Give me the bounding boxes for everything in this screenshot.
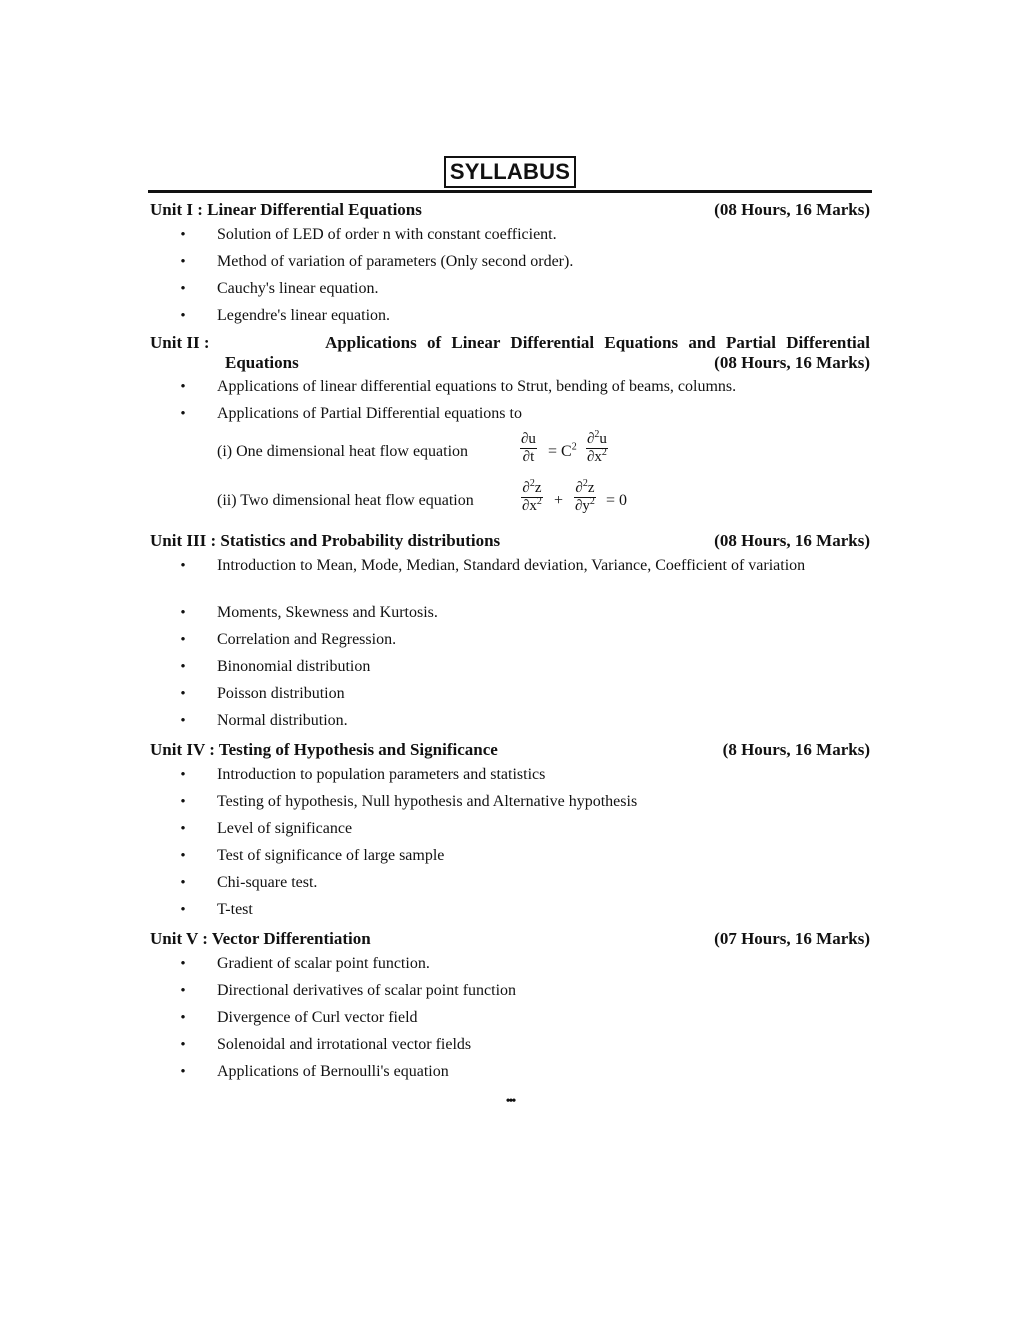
unit-items [150, 556, 870, 738]
equation-2d-heat [150, 480, 870, 529]
unit-2 [150, 333, 870, 529]
list-item: • Cauchy's linear equation. [180, 280, 379, 297]
list-item: • T-test [180, 901, 253, 918]
list-item: • Testing of hypothesis, Null hypothesis and Alternative hypothesis [180, 793, 638, 810]
title-divider [148, 190, 872, 193]
unit-meta: (08 Hours, 16 Marks) [714, 531, 870, 550]
list-item: • Introduction to population parameters and statistics [180, 766, 546, 783]
list-item: • Divergence of Curl vector field [180, 1009, 418, 1026]
list-item: • Test of significance of large sample [180, 847, 445, 864]
list-item: • Introduction to Mean, Mode, Median, Standard deviation, Variance, Coefficient of variation [180, 557, 806, 574]
unit-heading: Applications of Linear Differential Equations and Partial Differential [325, 333, 870, 352]
unit-header [150, 529, 870, 556]
list-item: • Applications of Partial Differential equations to [180, 405, 522, 422]
list-item: • Chi-square test. [180, 874, 318, 891]
equals-c-squared: = $C^2$ [548, 441, 577, 460]
list-item: • Binonomial distribution [180, 658, 371, 675]
unit-heading: Unit V : Vector Differentiation [150, 929, 371, 948]
unit-3 [150, 529, 870, 738]
syllabus-content [150, 198, 870, 1089]
unit-header [150, 927, 870, 954]
unit-header [150, 198, 870, 225]
unit-items [150, 377, 870, 431]
unit-header [150, 738, 870, 765]
list-item: • Level of significance [180, 820, 353, 837]
unit-items [150, 954, 870, 1089]
title-wrap [0, 156, 1020, 188]
unit-heading: Unit III : Statistics and Probability distributions [150, 531, 501, 550]
list-item: • Directional derivatives of scalar point function [180, 982, 517, 999]
fraction-d2z-dx2: $\frac{\partial^2z}{\partial x^2}$ [522, 478, 542, 514]
unit-meta: (07 Hours, 16 Marks) [714, 929, 870, 948]
unit-4 [150, 738, 870, 927]
list-item: • Normal distribution. [180, 712, 348, 729]
unit-items [150, 765, 870, 927]
fraction-d2z-dy2: $\frac{\partial^2z}{\partial y^2}$ [575, 478, 595, 514]
list-item: • Applications of linear differential equations to Strut, bending of beams, columns. [180, 378, 737, 395]
equation-label: (ii) Two dimensional heat flow equation [217, 492, 474, 509]
unit-heading: Unit IV : Testing of Hypothesis and Significance [150, 740, 498, 759]
list-item: • Solenoidal and irrotational vector fields [180, 1036, 472, 1053]
list-item: • Poisson distribution [180, 685, 345, 702]
fraction-du-dt: $\frac{\partial u}{\partial t}$ [521, 431, 536, 465]
list-item: • Legendre's linear equation. [180, 307, 391, 324]
plus-sign: + [554, 492, 564, 509]
unit-heading-cont: Equations [225, 353, 299, 372]
list-item: • Correlation and Regression. [180, 631, 397, 648]
list-item: • Solution of LED of order n with constant coefficient. [180, 226, 557, 243]
unit-items [150, 225, 870, 333]
unit-label: Unit II : [150, 333, 210, 352]
list-item: • Method of variation of parameters (Only second order). [180, 253, 574, 270]
unit-5 [150, 927, 870, 1089]
unit-heading: Unit I : Linear Differential Equations [150, 200, 422, 219]
equals-zero: = 0 [606, 492, 628, 509]
list-item: • Gradient of scalar point function. [180, 955, 430, 972]
equation-label: (i) One dimensional heat flow equation [217, 443, 469, 460]
end-mark: ••• [505, 1094, 515, 1109]
unit-header [150, 333, 870, 373]
equation-1d-heat [150, 431, 870, 480]
unit-1 [150, 198, 870, 333]
list-item: • Moments, Skewness and Kurtosis. [180, 604, 438, 621]
unit-meta: (08 Hours, 16 Marks) [714, 353, 870, 372]
unit-meta: (8 Hours, 16 Marks) [722, 740, 870, 759]
page-title: SYLLABUS [444, 156, 576, 188]
list-item: • Applications of Bernoulli's equation [180, 1063, 449, 1080]
fraction-d2u-dx2: $\frac{\partial^2u}{\partial x^2}$ [587, 429, 607, 465]
unit-meta: (08 Hours, 16 Marks) [714, 200, 870, 219]
